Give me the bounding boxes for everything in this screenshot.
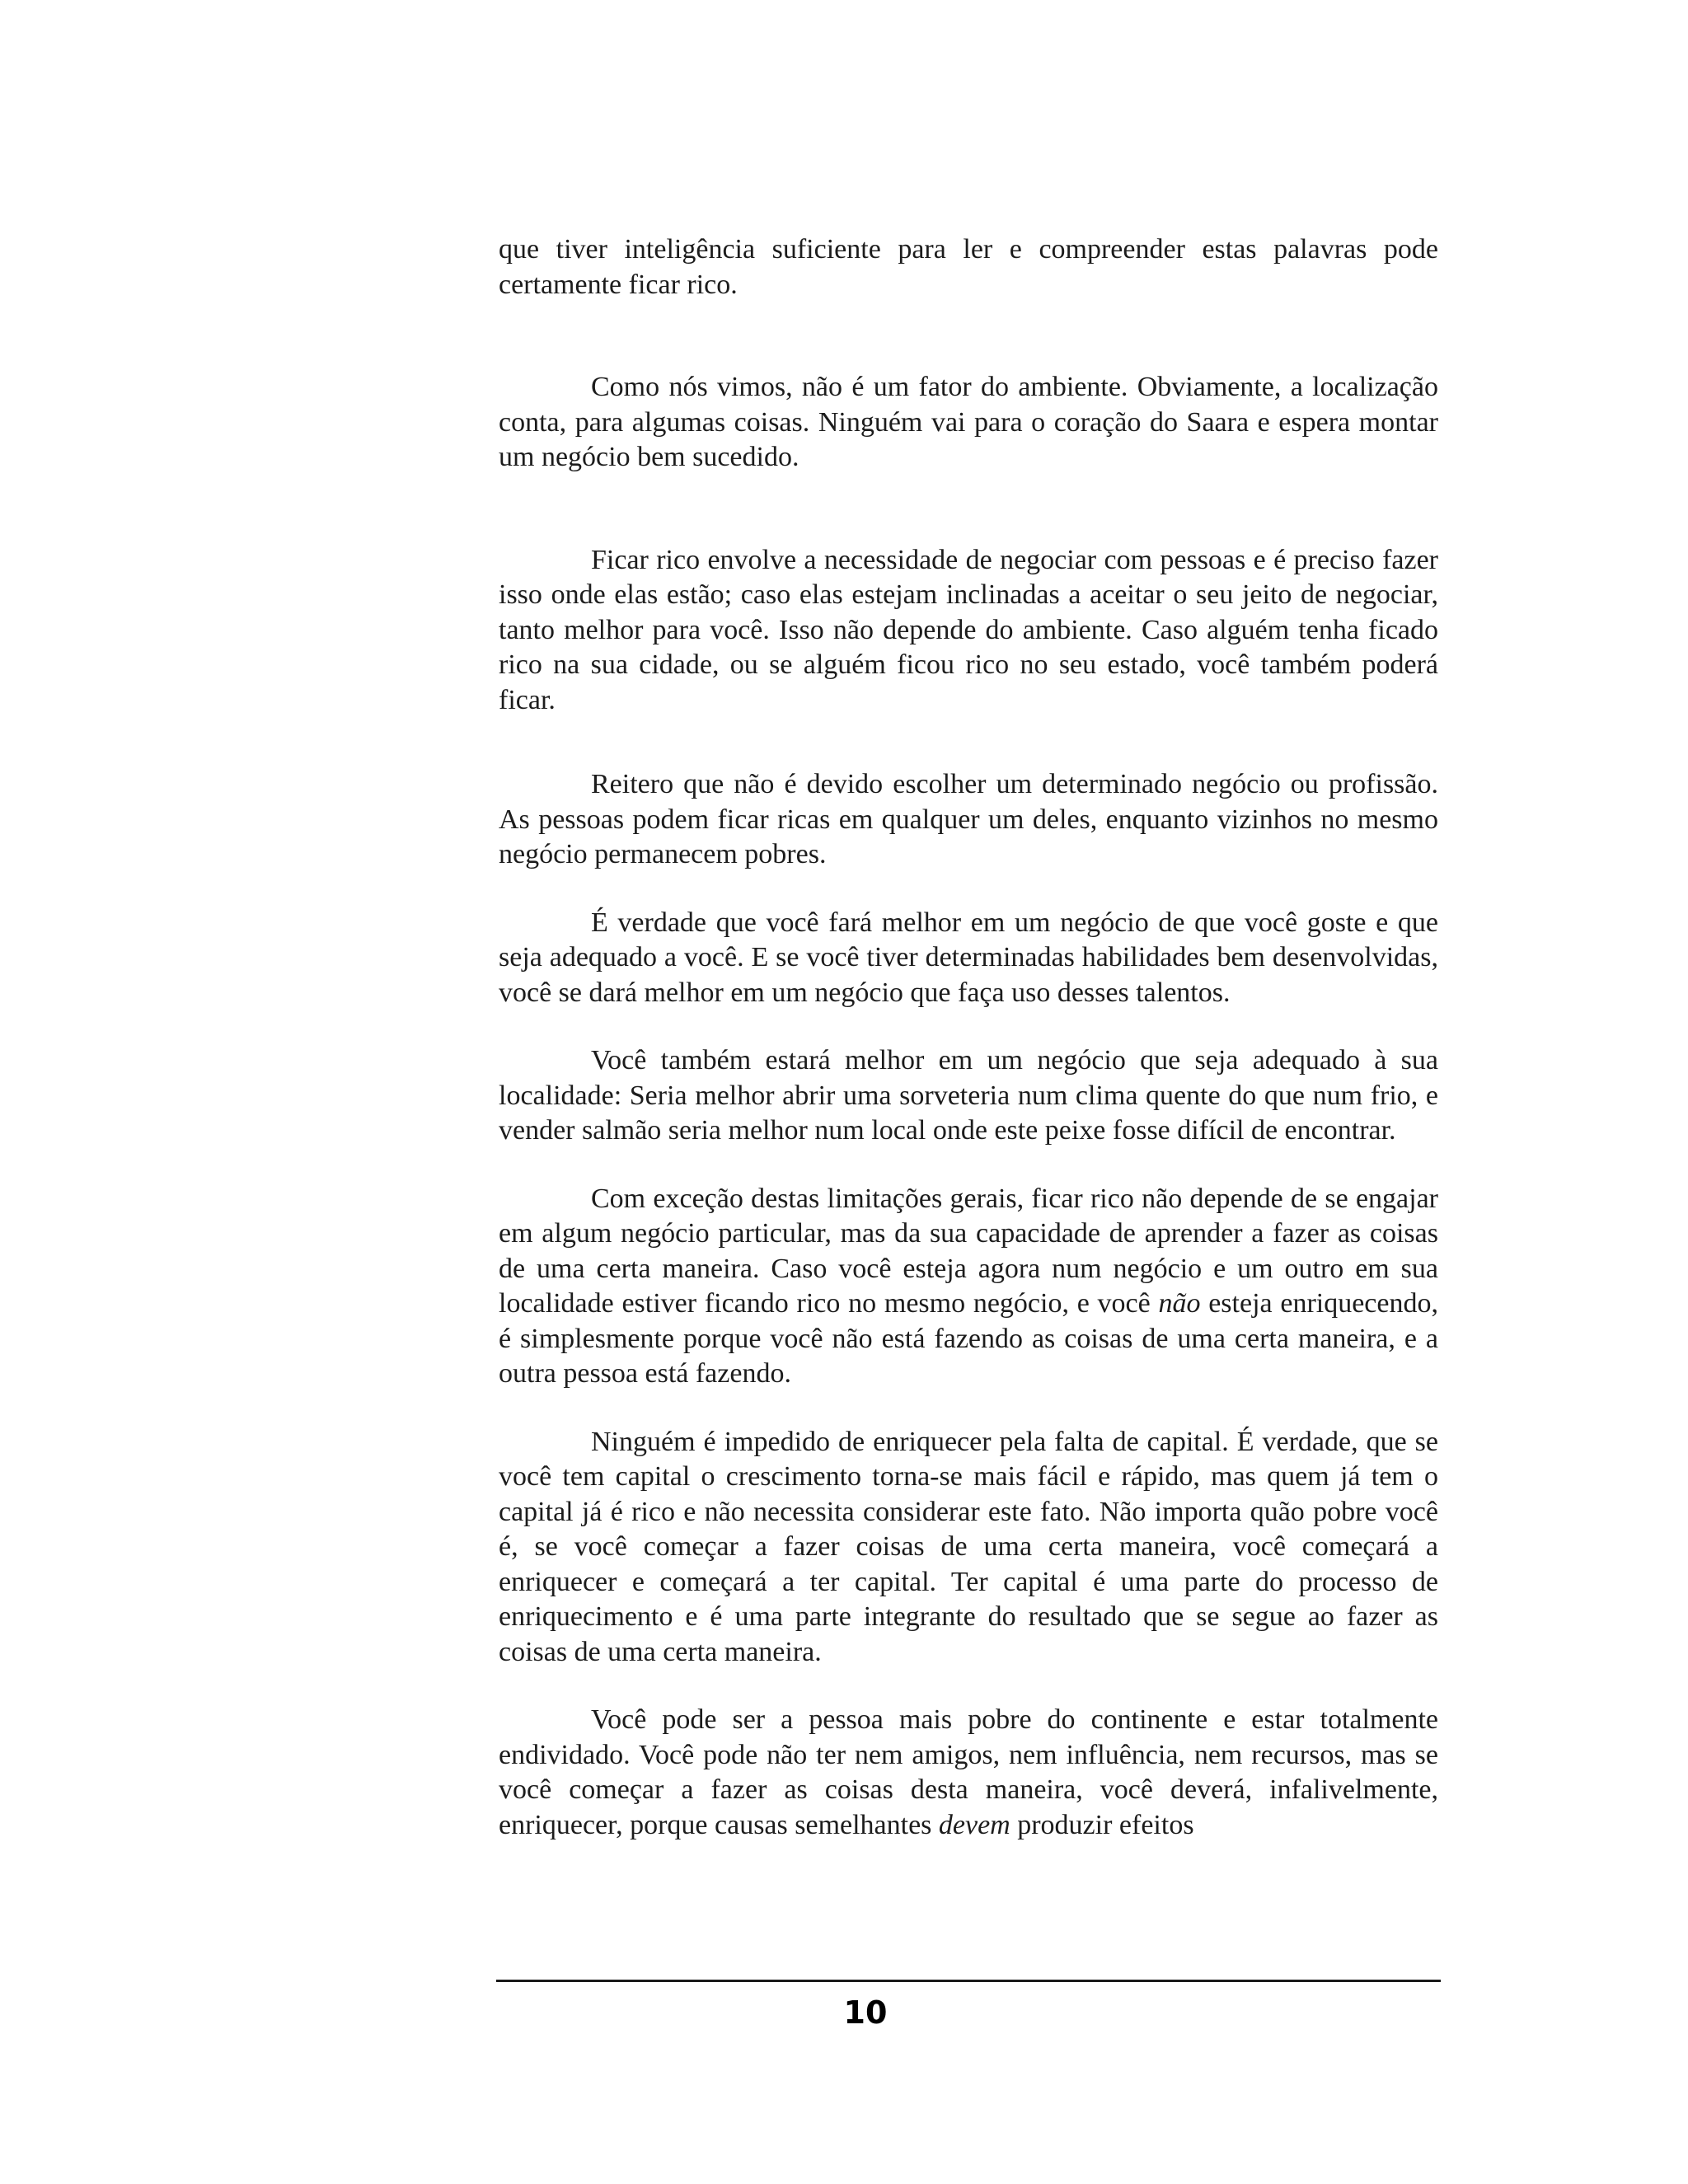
paragraph-7-text-a: Com exceção destas limitações gerais, ficar rico não depende de se engajar em algum negócio particular, mas da sua capacidade de aprender a fazer as coisas de uma certa maneira. Caso você esteja agora num negócio e um outro em sua localidade estiver ficando rico no mesmo negócio, e você — [499, 1183, 1438, 1319]
paragraph-7-emphasis: não — [1158, 1288, 1201, 1319]
paragraph-5-text: É verdade que você fará melhor em um negócio de que você goste e que seja adequado a você. E se você tiver determinadas habilidades bem desenvolvidas, você se dará melhor em um negócio que faça uso desses talentos. — [499, 907, 1438, 1008]
paragraph-7-text-b: esteja enriquecendo, é simplesmente porque você não está fazendo as coisas de uma certa maneira, e a outra pessoa está fazendo. — [499, 1288, 1438, 1389]
paragraph-4 — [499, 767, 1438, 873]
paragraph-2 — [499, 370, 1438, 476]
paragraph-2-text: Como nós vimos, não é um fator do ambiente. Obviamente, a localização conta, para algumas coisas. Ninguém vai para o coração do Saara e espera montar um negócio bem sucedido. — [499, 372, 1438, 472]
paragraph-9-text-b: produzir efeitos — [1010, 1809, 1194, 1840]
paragraph-9 — [499, 1703, 1438, 1843]
paragraph-9-emphasis: devem — [938, 1809, 1010, 1840]
paragraph-4-text: Reitero que não é devido escolher um determinado negócio ou profissão. As pessoas podem ficar ricas em qualquer um deles, enquanto vizinhos no mesmo negócio permanecem pobres. — [499, 769, 1438, 869]
body-text — [499, 232, 1438, 1843]
footer-rule — [496, 1980, 1441, 1982]
paragraph-1-text: que tiver inteligência suficiente para ler e compreender estas palavras pode certamente ficar rico. — [499, 234, 1438, 300]
paragraph-8 — [499, 1425, 1438, 1671]
paragraph-8-text: Ninguém é impedido de enriquecer pela falta de capital. É verdade, que se você tem capital o crescimento torna-se mais fácil e rápido, mas quem já tem o capital já é rico e não necessita considerar este fato. Não importa quão pobre você é, se você começar a fazer coisas de uma certa maneira, você começará a enriquecer e começará a ter capital. Ter capital é uma parte do processo de enriquecimento e é uma parte integrante do resultado que se segue ao fazer as coisas de uma certa maneira. — [499, 1426, 1438, 1667]
paragraph-7 — [499, 1182, 1438, 1392]
paragraph-1 — [499, 232, 1438, 302]
paragraph-6 — [499, 1043, 1438, 1149]
paragraph-5 — [499, 906, 1438, 1011]
paragraph-3 — [499, 543, 1438, 719]
paragraph-3-text: Ficar rico envolve a necessidade de negociar com pessoas e é preciso fazer isso onde elas estão; caso elas estejam inclinadas a aceitar o seu jeito de negociar, tanto melhor para você. Isso não depende do ambiente. Caso alguém tenha ficado rico na sua cidade, ou se alguém ficou rico no seu estado, você também poderá ficar. — [499, 544, 1438, 715]
paragraph-9-text-a: Você pode ser a pessoa mais pobre do continente e estar totalmente endividado. Você pode não ter nem amigos, nem influência, nem recursos, mas se você começar a fazer as coisas desta maneira, você deverá, infalivelmente, enriquecer, porque causas semelhantes — [499, 1704, 1438, 1840]
paragraph-6-text: Você também estará melhor em um negócio que seja adequado à sua localidade: Seria melhor abrir uma sorveteria num clima quente do que num frio, e vender salmão seria melhor num local onde este peixe fosse difícil de encontrar. — [499, 1045, 1438, 1146]
page-number: 10 — [843, 1994, 888, 2031]
